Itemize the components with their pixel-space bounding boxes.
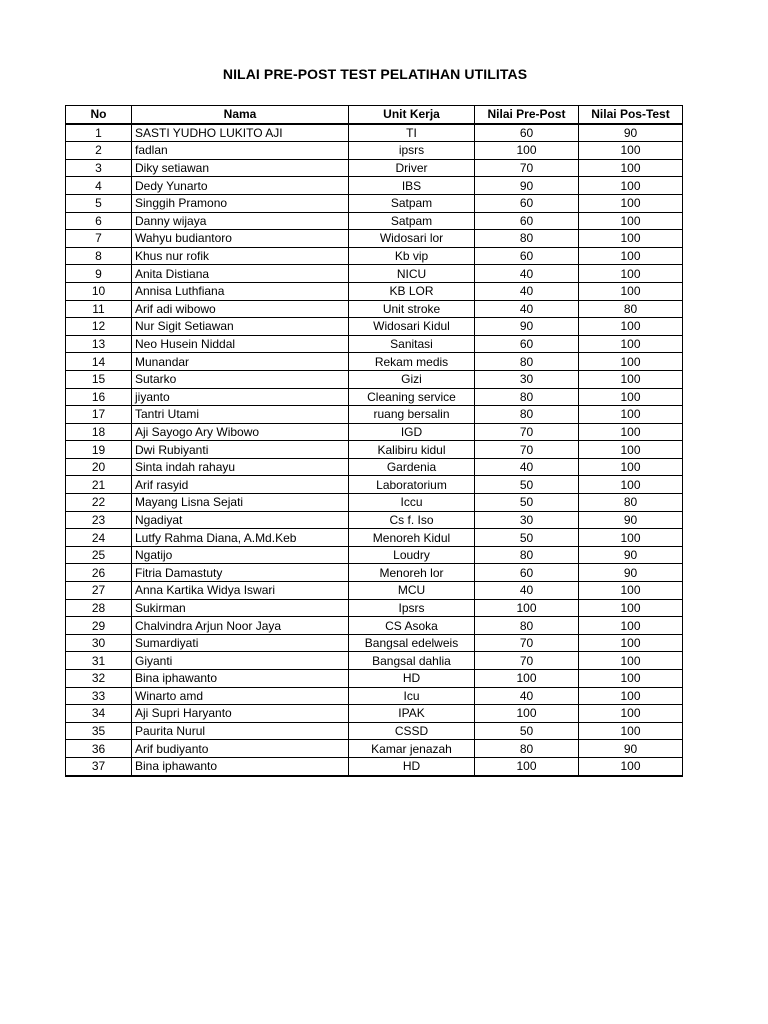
cell-no: 25 (66, 546, 132, 564)
cell-no: 28 (66, 599, 132, 617)
table-row (66, 370, 683, 388)
cell-no: 36 (66, 740, 132, 758)
cell-no: 7 (66, 230, 132, 248)
cell-nama: Nur Sigit Setiawan (132, 318, 349, 336)
table-row (66, 318, 683, 336)
cell-nilai-pre-post: 40 (475, 300, 579, 318)
cell-no: 18 (66, 423, 132, 441)
cell-nilai-pos-test: 100 (579, 247, 683, 265)
cell-nilai-pos-test: 100 (579, 177, 683, 195)
cell-nama: Khus nur rofik (132, 247, 349, 265)
cell-nilai-pos-test: 100 (579, 142, 683, 160)
cell-nilai-pos-test: 100 (579, 353, 683, 371)
cell-no: 2 (66, 142, 132, 160)
cell-no: 1 (66, 124, 132, 142)
cell-nilai-pos-test: 100 (579, 599, 683, 617)
cell-unit-kerja: Rekam medis (349, 353, 475, 371)
cell-nilai-pos-test: 100 (579, 282, 683, 300)
cell-unit-kerja: NICU (349, 265, 475, 283)
cell-no: 8 (66, 247, 132, 265)
table-row (66, 476, 683, 494)
cell-unit-kerja: Menoreh lor (349, 564, 475, 582)
cell-nilai-pos-test: 100 (579, 757, 683, 775)
cell-nilai-pre-post: 30 (475, 511, 579, 529)
cell-nilai-pos-test: 100 (579, 441, 683, 459)
cell-nilai-pos-test: 80 (579, 300, 683, 318)
cell-nama: Giyanti (132, 652, 349, 670)
cell-no: 32 (66, 670, 132, 688)
cell-nama: SASTI YUDHO LUKITO AJI (132, 124, 349, 142)
cell-nilai-pos-test: 100 (579, 617, 683, 635)
cell-nilai-pre-post: 40 (475, 282, 579, 300)
header-nilai-pre-post: Nilai Pre-Post (475, 106, 579, 124)
cell-no: 37 (66, 757, 132, 775)
cell-unit-kerja: Kamar jenazah (349, 740, 475, 758)
cell-nama: Fitria Damastuty (132, 564, 349, 582)
cell-nilai-pos-test: 100 (579, 370, 683, 388)
cell-unit-kerja: Icu (349, 687, 475, 705)
table-row (66, 335, 683, 353)
cell-nilai-pre-post: 80 (475, 546, 579, 564)
cell-no: 5 (66, 194, 132, 212)
cell-nilai-pre-post: 40 (475, 582, 579, 600)
cell-no: 11 (66, 300, 132, 318)
cell-nilai-pre-post: 100 (475, 599, 579, 617)
cell-unit-kerja: TI (349, 124, 475, 142)
table-row (66, 159, 683, 177)
cell-nilai-pos-test: 100 (579, 212, 683, 230)
cell-nama: Lutfy Rahma Diana, A.Md.Keb (132, 529, 349, 547)
table-row (66, 529, 683, 547)
table-row (66, 511, 683, 529)
cell-nilai-pre-post: 100 (475, 757, 579, 775)
cell-no: 29 (66, 617, 132, 635)
cell-unit-kerja: CSSD (349, 722, 475, 740)
cell-nilai-pos-test: 100 (579, 722, 683, 740)
cell-nilai-pre-post: 40 (475, 687, 579, 705)
header-nilai-pos-test: Nilai Pos-Test (579, 106, 683, 124)
cell-no: 35 (66, 722, 132, 740)
cell-unit-kerja: Cs f. Iso (349, 511, 475, 529)
cell-nilai-pos-test: 90 (579, 546, 683, 564)
cell-nilai-pre-post: 80 (475, 388, 579, 406)
cell-unit-kerja: IGD (349, 423, 475, 441)
cell-nilai-pre-post: 80 (475, 230, 579, 248)
cell-nilai-pos-test: 100 (579, 194, 683, 212)
table-row (66, 546, 683, 564)
table-row (66, 722, 683, 740)
table-row (66, 599, 683, 617)
cell-unit-kerja: Iccu (349, 494, 475, 512)
cell-nilai-pre-post: 100 (475, 142, 579, 160)
cell-unit-kerja: IBS (349, 177, 475, 195)
table-row (66, 177, 683, 195)
cell-no: 23 (66, 511, 132, 529)
cell-nama: Wahyu budiantoro (132, 230, 349, 248)
cell-nilai-pre-post: 70 (475, 634, 579, 652)
cell-nama: Tantri Utami (132, 406, 349, 424)
cell-no: 13 (66, 335, 132, 353)
table-body (66, 124, 683, 776)
table-row (66, 142, 683, 160)
cell-nilai-pre-post: 60 (475, 124, 579, 142)
table-row (66, 194, 683, 212)
cell-nilai-pos-test: 100 (579, 335, 683, 353)
cell-nama: Diky setiawan (132, 159, 349, 177)
cell-nilai-pre-post: 70 (475, 652, 579, 670)
cell-nama: Paurita Nurul (132, 722, 349, 740)
cell-no: 12 (66, 318, 132, 336)
cell-nama: jiyanto (132, 388, 349, 406)
cell-unit-kerja: HD (349, 757, 475, 775)
cell-nilai-pre-post: 40 (475, 458, 579, 476)
cell-no: 21 (66, 476, 132, 494)
cell-no: 31 (66, 652, 132, 670)
cell-nilai-pre-post: 50 (475, 722, 579, 740)
table-row (66, 282, 683, 300)
cell-nilai-pre-post: 60 (475, 247, 579, 265)
table-row (66, 406, 683, 424)
cell-unit-kerja: Widosari lor (349, 230, 475, 248)
header-no: No (66, 106, 132, 124)
cell-nama: Ngadiyat (132, 511, 349, 529)
cell-nama: Mayang Lisna Sejati (132, 494, 349, 512)
cell-unit-kerja: Satpam (349, 194, 475, 212)
cell-no: 26 (66, 564, 132, 582)
cell-no: 17 (66, 406, 132, 424)
table-row (66, 247, 683, 265)
cell-nilai-pre-post: 60 (475, 194, 579, 212)
table-header-row (66, 106, 683, 124)
cell-nilai-pre-post: 80 (475, 617, 579, 635)
table-row (66, 582, 683, 600)
table-row (66, 458, 683, 476)
table-row (66, 441, 683, 459)
table-row (66, 265, 683, 283)
cell-nilai-pre-post: 50 (475, 494, 579, 512)
cell-nilai-pos-test: 100 (579, 652, 683, 670)
cell-unit-kerja: Widosari Kidul (349, 318, 475, 336)
cell-nama: Neo Husein Niddal (132, 335, 349, 353)
cell-no: 16 (66, 388, 132, 406)
cell-nilai-pos-test: 100 (579, 159, 683, 177)
cell-unit-kerja: Cleaning service (349, 388, 475, 406)
cell-unit-kerja: Kalibiru kidul (349, 441, 475, 459)
cell-nilai-pos-test: 100 (579, 687, 683, 705)
cell-nilai-pre-post: 30 (475, 370, 579, 388)
cell-nama: Aji Supri Haryanto (132, 705, 349, 723)
cell-nilai-pos-test: 100 (579, 265, 683, 283)
table-row (66, 670, 683, 688)
table-row (66, 230, 683, 248)
cell-nama: Singgih Pramono (132, 194, 349, 212)
cell-nilai-pos-test: 90 (579, 511, 683, 529)
cell-nilai-pre-post: 40 (475, 265, 579, 283)
cell-nilai-pre-post: 100 (475, 705, 579, 723)
cell-unit-kerja: Sanitasi (349, 335, 475, 353)
header-nama: Nama (132, 106, 349, 124)
cell-unit-kerja: KB LOR (349, 282, 475, 300)
cell-nilai-pos-test: 90 (579, 124, 683, 142)
table-row (66, 757, 683, 775)
cell-nilai-pos-test: 100 (579, 476, 683, 494)
table-row (66, 494, 683, 512)
cell-nilai-pre-post: 70 (475, 423, 579, 441)
cell-no: 24 (66, 529, 132, 547)
cell-nilai-pos-test: 80 (579, 494, 683, 512)
cell-nilai-pos-test: 100 (579, 318, 683, 336)
cell-nilai-pos-test: 100 (579, 388, 683, 406)
cell-nilai-pos-test: 100 (579, 230, 683, 248)
cell-nilai-pos-test: 100 (579, 582, 683, 600)
cell-nama: Bina iphawanto (132, 757, 349, 775)
cell-nilai-pre-post: 70 (475, 441, 579, 459)
table-row (66, 300, 683, 318)
cell-no: 22 (66, 494, 132, 512)
cell-nilai-pre-post: 80 (475, 406, 579, 424)
cell-unit-kerja: Bangsal dahlia (349, 652, 475, 670)
cell-no: 6 (66, 212, 132, 230)
cell-nama: Anita Distiana (132, 265, 349, 283)
cell-unit-kerja: Satpam (349, 212, 475, 230)
cell-nama: Danny wijaya (132, 212, 349, 230)
cell-nama: Dwi Rubiyanti (132, 441, 349, 459)
cell-unit-kerja: Driver (349, 159, 475, 177)
cell-unit-kerja: MCU (349, 582, 475, 600)
cell-no: 4 (66, 177, 132, 195)
cell-no: 10 (66, 282, 132, 300)
table-row (66, 212, 683, 230)
cell-nilai-pre-post: 90 (475, 177, 579, 195)
cell-nilai-pos-test: 100 (579, 529, 683, 547)
cell-no: 19 (66, 441, 132, 459)
cell-unit-kerja: IPAK (349, 705, 475, 723)
cell-unit-kerja: Unit stroke (349, 300, 475, 318)
cell-nilai-pre-post: 50 (475, 529, 579, 547)
cell-nilai-pre-post: 60 (475, 564, 579, 582)
cell-nilai-pre-post: 100 (475, 670, 579, 688)
table-row (66, 564, 683, 582)
cell-no: 30 (66, 634, 132, 652)
score-table (65, 105, 683, 777)
cell-unit-kerja: CS Asoka (349, 617, 475, 635)
cell-nilai-pre-post: 70 (475, 159, 579, 177)
cell-no: 33 (66, 687, 132, 705)
cell-unit-kerja: Gardenia (349, 458, 475, 476)
page-title: NILAI PRE-POST TEST PELATIHAN UTILITAS (222, 66, 528, 82)
cell-unit-kerja: ruang bersalin (349, 406, 475, 424)
cell-no: 20 (66, 458, 132, 476)
table-row (66, 423, 683, 441)
cell-no: 14 (66, 353, 132, 371)
cell-nilai-pos-test: 90 (579, 564, 683, 582)
cell-no: 9 (66, 265, 132, 283)
cell-nilai-pre-post: 60 (475, 335, 579, 353)
table-row (66, 740, 683, 758)
table-row (66, 124, 683, 142)
cell-nama: Arif rasyid (132, 476, 349, 494)
cell-nama: Ngatijo (132, 546, 349, 564)
cell-unit-kerja: HD (349, 670, 475, 688)
cell-nilai-pos-test: 100 (579, 458, 683, 476)
cell-unit-kerja: Kb vip (349, 247, 475, 265)
table-row (66, 652, 683, 670)
cell-no: 34 (66, 705, 132, 723)
table-row (66, 617, 683, 635)
cell-nilai-pos-test: 100 (579, 423, 683, 441)
cell-no: 3 (66, 159, 132, 177)
cell-no: 15 (66, 370, 132, 388)
cell-unit-kerja: Ipsrs (349, 599, 475, 617)
table-row (66, 634, 683, 652)
cell-nama: Sinta indah rahayu (132, 458, 349, 476)
cell-nama: Sumardiyati (132, 634, 349, 652)
cell-nama: Anna Kartika Widya Iswari (132, 582, 349, 600)
cell-nilai-pos-test: 100 (579, 670, 683, 688)
cell-nama: Arif adi wibowo (132, 300, 349, 318)
cell-unit-kerja: Bangsal edelweis (349, 634, 475, 652)
cell-nama: Sukirman (132, 599, 349, 617)
cell-nilai-pre-post: 90 (475, 318, 579, 336)
cell-nilai-pre-post: 50 (475, 476, 579, 494)
cell-unit-kerja: Loudry (349, 546, 475, 564)
cell-nilai-pre-post: 80 (475, 353, 579, 371)
table-row (66, 353, 683, 371)
cell-nama: fadlan (132, 142, 349, 160)
cell-nilai-pos-test: 90 (579, 740, 683, 758)
cell-nama: Bina iphawanto (132, 670, 349, 688)
cell-no: 27 (66, 582, 132, 600)
header-unit-kerja: Unit Kerja (349, 106, 475, 124)
cell-nama: Dedy Yunarto (132, 177, 349, 195)
cell-nama: Winarto amd (132, 687, 349, 705)
cell-nilai-pre-post: 60 (475, 212, 579, 230)
cell-unit-kerja: Menoreh Kidul (349, 529, 475, 547)
cell-nama: Annisa Luthfiana (132, 282, 349, 300)
cell-nilai-pos-test: 100 (579, 705, 683, 723)
cell-nilai-pre-post: 80 (475, 740, 579, 758)
cell-unit-kerja: Laboratorium (349, 476, 475, 494)
cell-nama: Sutarko (132, 370, 349, 388)
cell-nilai-pos-test: 100 (579, 634, 683, 652)
table-row (66, 705, 683, 723)
table-row (66, 388, 683, 406)
cell-nama: Arif budiyanto (132, 740, 349, 758)
cell-nama: Chalvindra Arjun Noor Jaya (132, 617, 349, 635)
cell-unit-kerja: Gizi (349, 370, 475, 388)
cell-nama: Munandar (132, 353, 349, 371)
table-row (66, 687, 683, 705)
cell-nilai-pos-test: 100 (579, 406, 683, 424)
cell-unit-kerja: ipsrs (349, 142, 475, 160)
cell-nama: Aji Sayogo Ary Wibowo (132, 423, 349, 441)
